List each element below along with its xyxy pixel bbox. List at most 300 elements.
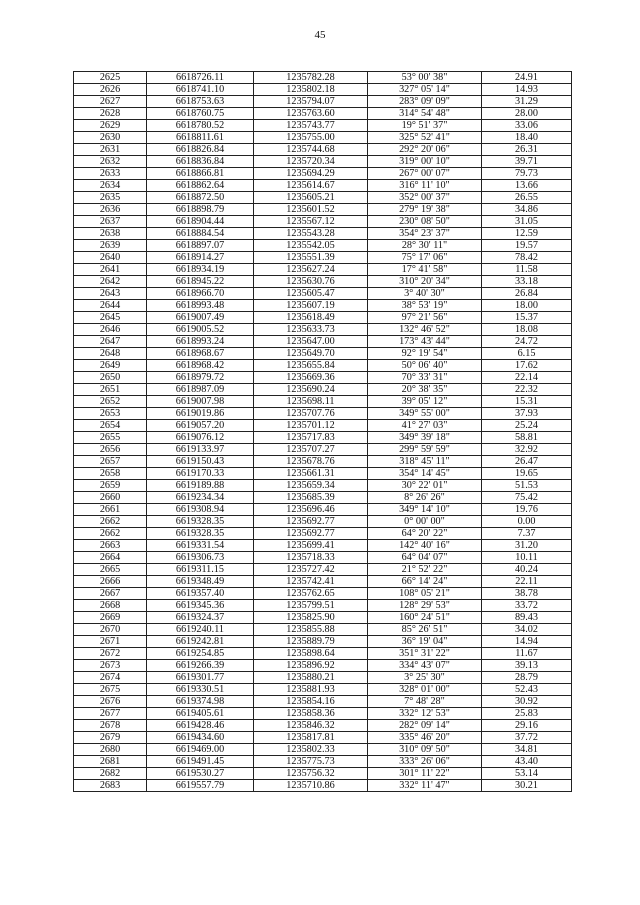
y-coordinate-cell: 1235742.41 (254, 576, 368, 588)
bearing-cell: 7° 48' 28" (368, 696, 482, 708)
table-row (74, 720, 572, 732)
bearing-cell: 50° 06' 40" (368, 360, 482, 372)
distance-cell: 31.29 (482, 96, 572, 108)
bearing-cell: 333° 26' 06" (368, 756, 482, 768)
x-coordinate-cell: 6618934.19 (147, 264, 254, 276)
distance-cell: 22.14 (482, 372, 572, 384)
table-row (74, 480, 572, 492)
table-row (74, 672, 572, 684)
x-coordinate-cell: 6619374.98 (147, 696, 254, 708)
y-coordinate-cell: 1235889.79 (254, 636, 368, 648)
distance-cell: 37.93 (482, 408, 572, 420)
y-coordinate-cell: 1235763.60 (254, 108, 368, 120)
distance-cell: 29.16 (482, 720, 572, 732)
point-number-cell: 2636 (74, 204, 147, 216)
point-number-cell: 2653 (74, 408, 147, 420)
point-number-cell: 2631 (74, 144, 147, 156)
x-coordinate-cell: 6619007.98 (147, 396, 254, 408)
y-coordinate-cell: 1235782.28 (254, 72, 368, 84)
bearing-cell: 19° 51' 37" (368, 120, 482, 132)
distance-cell: 26.47 (482, 456, 572, 468)
y-coordinate-cell: 1235685.39 (254, 492, 368, 504)
point-number-cell: 2664 (74, 552, 147, 564)
table-row (74, 120, 572, 132)
distance-cell: 11.67 (482, 648, 572, 660)
bearing-cell: 108° 05' 21" (368, 588, 482, 600)
x-coordinate-cell: 6618726.11 (147, 72, 254, 84)
point-number-cell: 2650 (74, 372, 147, 384)
x-coordinate-cell: 6619557.79 (147, 780, 254, 792)
y-coordinate-cell: 1235607.19 (254, 300, 368, 312)
table-row (74, 552, 572, 564)
table-row (74, 420, 572, 432)
table-row (74, 576, 572, 588)
x-coordinate-cell: 6618987.09 (147, 384, 254, 396)
table-row (74, 96, 572, 108)
point-number-cell: 2639 (74, 240, 147, 252)
distance-cell: 58.81 (482, 432, 572, 444)
y-coordinate-cell: 1235858.36 (254, 708, 368, 720)
bearing-cell: 0° 00' 00" (368, 516, 482, 528)
point-number-cell: 2658 (74, 468, 147, 480)
point-number-cell: 2625 (74, 72, 147, 84)
bearing-cell: 332° 11' 47" (368, 780, 482, 792)
distance-cell: 34.02 (482, 624, 572, 636)
point-number-cell: 2637 (74, 216, 147, 228)
y-coordinate-cell: 1235551.39 (254, 252, 368, 264)
x-coordinate-cell: 6618993.24 (147, 336, 254, 348)
point-number-cell: 2640 (74, 252, 147, 264)
y-coordinate-cell: 1235655.84 (254, 360, 368, 372)
table-row (74, 156, 572, 168)
point-number-cell: 2662 (74, 528, 147, 540)
distance-cell: 18.00 (482, 300, 572, 312)
distance-cell: 19.65 (482, 468, 572, 480)
y-coordinate-cell: 1235717.83 (254, 432, 368, 444)
point-number-cell: 2626 (74, 84, 147, 96)
table-row (74, 192, 572, 204)
x-coordinate-cell: 6619301.77 (147, 672, 254, 684)
x-coordinate-cell: 6618884.54 (147, 228, 254, 240)
y-coordinate-cell: 1235605.21 (254, 192, 368, 204)
x-coordinate-cell: 6619324.37 (147, 612, 254, 624)
point-number-cell: 2630 (74, 132, 147, 144)
table-row (74, 516, 572, 528)
y-coordinate-cell: 1235614.67 (254, 180, 368, 192)
bearing-cell: 39° 05' 12" (368, 396, 482, 408)
y-coordinate-cell: 1235567.12 (254, 216, 368, 228)
table-row (74, 348, 572, 360)
y-coordinate-cell: 1235854.16 (254, 696, 368, 708)
point-number-cell: 2633 (74, 168, 147, 180)
point-number-cell: 2669 (74, 612, 147, 624)
bearing-cell: 318° 45' 11" (368, 456, 482, 468)
point-number-cell: 2665 (74, 564, 147, 576)
bearing-cell: 64° 04' 07" (368, 552, 482, 564)
point-number-cell: 2635 (74, 192, 147, 204)
table-row (74, 408, 572, 420)
distance-cell: 38.78 (482, 588, 572, 600)
y-coordinate-cell: 1235698.11 (254, 396, 368, 408)
point-number-cell: 2643 (74, 288, 147, 300)
table-row (74, 468, 572, 480)
x-coordinate-cell: 6619240.11 (147, 624, 254, 636)
y-coordinate-cell: 1235601.52 (254, 204, 368, 216)
table-row (74, 108, 572, 120)
x-coordinate-cell: 6619434.60 (147, 732, 254, 744)
table-row (74, 84, 572, 96)
bearing-cell: 36° 19' 04" (368, 636, 482, 648)
bearing-cell: 20° 38' 35" (368, 384, 482, 396)
point-number-cell: 2647 (74, 336, 147, 348)
point-number-cell: 2654 (74, 420, 147, 432)
y-coordinate-cell: 1235802.33 (254, 744, 368, 756)
table-row (74, 492, 572, 504)
x-coordinate-cell: 6619150.43 (147, 456, 254, 468)
x-coordinate-cell: 6619234.34 (147, 492, 254, 504)
table-row (74, 444, 572, 456)
y-coordinate-cell: 1235775.73 (254, 756, 368, 768)
y-coordinate-cell: 1235701.12 (254, 420, 368, 432)
x-coordinate-cell: 6619331.54 (147, 540, 254, 552)
y-coordinate-cell: 1235649.70 (254, 348, 368, 360)
x-coordinate-cell: 6618897.07 (147, 240, 254, 252)
distance-cell: 89.43 (482, 612, 572, 624)
distance-cell: 78.42 (482, 252, 572, 264)
y-coordinate-cell: 1235647.00 (254, 336, 368, 348)
bearing-cell: 310° 09' 50" (368, 744, 482, 756)
point-number-cell: 2646 (74, 324, 147, 336)
distance-cell: 34.86 (482, 204, 572, 216)
table-row (74, 276, 572, 288)
y-coordinate-cell: 1235659.34 (254, 480, 368, 492)
point-number-cell: 2681 (74, 756, 147, 768)
distance-cell: 31.20 (482, 540, 572, 552)
distance-cell: 30.21 (482, 780, 572, 792)
distance-cell: 26.84 (482, 288, 572, 300)
point-number-cell: 2675 (74, 684, 147, 696)
table-row (74, 768, 572, 780)
table-row (74, 180, 572, 192)
bearing-cell: 142° 40' 16" (368, 540, 482, 552)
table-row (74, 360, 572, 372)
bearing-cell: 279° 19' 38" (368, 204, 482, 216)
bearing-cell: 328° 01' 00" (368, 684, 482, 696)
x-coordinate-cell: 6619357.40 (147, 588, 254, 600)
bearing-cell: 64° 20' 22" (368, 528, 482, 540)
distance-cell: 34.81 (482, 744, 572, 756)
distance-cell: 6.15 (482, 348, 572, 360)
table-row (74, 396, 572, 408)
distance-cell: 37.72 (482, 732, 572, 744)
x-coordinate-cell: 6619133.97 (147, 444, 254, 456)
y-coordinate-cell: 1235692.77 (254, 516, 368, 528)
distance-cell: 15.37 (482, 312, 572, 324)
x-coordinate-cell: 6618945.22 (147, 276, 254, 288)
point-number-cell: 2679 (74, 732, 147, 744)
bearing-cell: 70° 33' 31" (368, 372, 482, 384)
x-coordinate-cell: 6619469.00 (147, 744, 254, 756)
x-coordinate-cell: 6619348.49 (147, 576, 254, 588)
x-coordinate-cell: 6619491.45 (147, 756, 254, 768)
distance-cell: 26.55 (482, 192, 572, 204)
bearing-cell: 128° 29' 53" (368, 600, 482, 612)
x-coordinate-cell: 6619057.20 (147, 420, 254, 432)
point-number-cell: 2671 (74, 636, 147, 648)
distance-cell: 32.92 (482, 444, 572, 456)
distance-cell: 22.32 (482, 384, 572, 396)
table-row (74, 756, 572, 768)
bearing-cell: 325° 52' 41" (368, 132, 482, 144)
bearing-cell: 21° 52' 22" (368, 564, 482, 576)
x-coordinate-cell: 6619328.35 (147, 528, 254, 540)
table-row (74, 564, 572, 576)
distance-cell: 28.00 (482, 108, 572, 120)
bearing-cell: 349° 39' 18" (368, 432, 482, 444)
bearing-cell: 354° 14' 45" (368, 468, 482, 480)
point-number-cell: 2670 (74, 624, 147, 636)
distance-cell: 40.24 (482, 564, 572, 576)
y-coordinate-cell: 1235669.36 (254, 372, 368, 384)
y-coordinate-cell: 1235633.73 (254, 324, 368, 336)
x-coordinate-cell: 6618979.72 (147, 372, 254, 384)
y-coordinate-cell: 1235710.86 (254, 780, 368, 792)
x-coordinate-cell: 6619019.86 (147, 408, 254, 420)
x-coordinate-cell: 6618780.52 (147, 120, 254, 132)
table-row (74, 132, 572, 144)
table-row (74, 432, 572, 444)
point-number-cell: 2674 (74, 672, 147, 684)
point-number-cell: 2667 (74, 588, 147, 600)
bearing-cell: 160° 24' 51" (368, 612, 482, 624)
y-coordinate-cell: 1235718.33 (254, 552, 368, 564)
table-row (74, 696, 572, 708)
table-row (74, 624, 572, 636)
distance-cell: 43.40 (482, 756, 572, 768)
y-coordinate-cell: 1235707.76 (254, 408, 368, 420)
distance-cell: 31.05 (482, 216, 572, 228)
y-coordinate-cell: 1235627.24 (254, 264, 368, 276)
x-coordinate-cell: 6619266.39 (147, 660, 254, 672)
table-row (74, 216, 572, 228)
table-row (74, 456, 572, 468)
x-coordinate-cell: 6618753.63 (147, 96, 254, 108)
table-row (74, 384, 572, 396)
point-number-cell: 2680 (74, 744, 147, 756)
y-coordinate-cell: 1235707.27 (254, 444, 368, 456)
point-number-cell: 2648 (74, 348, 147, 360)
table-row (74, 684, 572, 696)
x-coordinate-cell: 6619254.85 (147, 648, 254, 660)
distance-cell: 79.73 (482, 168, 572, 180)
bearing-cell: 314° 54' 48" (368, 108, 482, 120)
bearing-cell: 267° 00' 07" (368, 168, 482, 180)
bearing-cell: 283° 09' 09" (368, 96, 482, 108)
bearing-cell: 92° 19' 54" (368, 348, 482, 360)
point-number-cell: 2661 (74, 504, 147, 516)
bearing-cell: 351° 31' 22" (368, 648, 482, 660)
x-coordinate-cell: 6619428.46 (147, 720, 254, 732)
point-number-cell: 2678 (74, 720, 147, 732)
bearing-cell: 327° 05' 14" (368, 84, 482, 96)
x-coordinate-cell: 6619170.33 (147, 468, 254, 480)
table-row (74, 288, 572, 300)
y-coordinate-cell: 1235825.90 (254, 612, 368, 624)
y-coordinate-cell: 1235880.21 (254, 672, 368, 684)
bearing-cell: 334° 43' 07" (368, 660, 482, 672)
point-number-cell: 2638 (74, 228, 147, 240)
y-coordinate-cell: 1235802.18 (254, 84, 368, 96)
y-coordinate-cell: 1235543.28 (254, 228, 368, 240)
page-number: 45 (314, 29, 326, 41)
table-row (74, 312, 572, 324)
y-coordinate-cell: 1235630.76 (254, 276, 368, 288)
distance-cell: 53.14 (482, 768, 572, 780)
table-row (74, 252, 572, 264)
distance-cell: 52.43 (482, 684, 572, 696)
y-coordinate-cell: 1235794.07 (254, 96, 368, 108)
x-coordinate-cell: 6618866.81 (147, 168, 254, 180)
y-coordinate-cell: 1235694.29 (254, 168, 368, 180)
distance-cell: 24.72 (482, 336, 572, 348)
bearing-cell: 352° 00' 37" (368, 192, 482, 204)
distance-cell: 14.94 (482, 636, 572, 648)
y-coordinate-cell: 1235896.92 (254, 660, 368, 672)
coordinates-table (73, 71, 572, 792)
x-coordinate-cell: 6618904.44 (147, 216, 254, 228)
table-row (74, 72, 572, 84)
distance-cell: 14.93 (482, 84, 572, 96)
y-coordinate-cell: 1235678.76 (254, 456, 368, 468)
distance-cell: 39.71 (482, 156, 572, 168)
table-row (74, 228, 572, 240)
table-row (74, 588, 572, 600)
bearing-cell: 17° 41' 58" (368, 264, 482, 276)
point-number-cell: 2656 (74, 444, 147, 456)
x-coordinate-cell: 6619007.49 (147, 312, 254, 324)
table-row (74, 324, 572, 336)
table-row (74, 336, 572, 348)
point-number-cell: 2663 (74, 540, 147, 552)
y-coordinate-cell: 1235743.77 (254, 120, 368, 132)
point-number-cell: 2649 (74, 360, 147, 372)
y-coordinate-cell: 1235762.65 (254, 588, 368, 600)
bearing-cell: 38° 53' 19" (368, 300, 482, 312)
bearing-cell: 319° 00' 10" (368, 156, 482, 168)
bearing-cell: 292° 20' 06" (368, 144, 482, 156)
table-row (74, 504, 572, 516)
point-number-cell: 2683 (74, 780, 147, 792)
x-coordinate-cell: 6618968.67 (147, 348, 254, 360)
x-coordinate-cell: 6618862.64 (147, 180, 254, 192)
table-row (74, 732, 572, 744)
x-coordinate-cell: 6619311.15 (147, 564, 254, 576)
point-number-cell: 2682 (74, 768, 147, 780)
y-coordinate-cell: 1235898.64 (254, 648, 368, 660)
point-number-cell: 2629 (74, 120, 147, 132)
distance-cell: 39.13 (482, 660, 572, 672)
table-row (74, 372, 572, 384)
bearing-cell: 8° 26' 26" (368, 492, 482, 504)
bearing-cell: 66° 14' 24" (368, 576, 482, 588)
bearing-cell: 30° 22' 01" (368, 480, 482, 492)
point-number-cell: 2676 (74, 696, 147, 708)
distance-cell: 24.91 (482, 72, 572, 84)
y-coordinate-cell: 1235756.32 (254, 768, 368, 780)
distance-cell: 30.92 (482, 696, 572, 708)
distance-cell: 19.76 (482, 504, 572, 516)
bearing-cell: 132° 46' 52" (368, 324, 482, 336)
bearing-cell: 349° 14' 10" (368, 504, 482, 516)
point-number-cell: 2655 (74, 432, 147, 444)
x-coordinate-cell: 6618872.50 (147, 192, 254, 204)
point-number-cell: 2651 (74, 384, 147, 396)
bearing-cell: 85° 26' 51" (368, 624, 482, 636)
table-row (74, 780, 572, 792)
distance-cell: 25.83 (482, 708, 572, 720)
y-coordinate-cell: 1235696.46 (254, 504, 368, 516)
point-number-cell: 2628 (74, 108, 147, 120)
x-coordinate-cell: 6619330.51 (147, 684, 254, 696)
y-coordinate-cell: 1235817.81 (254, 732, 368, 744)
distance-cell: 33.72 (482, 600, 572, 612)
table-row (74, 540, 572, 552)
table-row (74, 660, 572, 672)
x-coordinate-cell: 6619345.36 (147, 600, 254, 612)
point-number-cell: 2652 (74, 396, 147, 408)
bearing-cell: 282° 09' 14" (368, 720, 482, 732)
point-number-cell: 2660 (74, 492, 147, 504)
x-coordinate-cell: 6618914.27 (147, 252, 254, 264)
table-row (74, 600, 572, 612)
bearing-cell: 41° 27' 03" (368, 420, 482, 432)
x-coordinate-cell: 6618898.79 (147, 204, 254, 216)
table-row (74, 168, 572, 180)
distance-cell: 51.53 (482, 480, 572, 492)
point-number-cell: 2666 (74, 576, 147, 588)
bearing-cell: 3° 25' 30" (368, 672, 482, 684)
table-row (74, 636, 572, 648)
bearing-cell: 299° 59' 59" (368, 444, 482, 456)
point-number-cell: 2657 (74, 456, 147, 468)
distance-cell: 22.11 (482, 576, 572, 588)
distance-cell: 25.24 (482, 420, 572, 432)
point-number-cell: 2632 (74, 156, 147, 168)
point-number-cell: 2642 (74, 276, 147, 288)
distance-cell: 19.57 (482, 240, 572, 252)
x-coordinate-cell: 6618826.84 (147, 144, 254, 156)
y-coordinate-cell: 1235755.00 (254, 132, 368, 144)
y-coordinate-cell: 1235605.47 (254, 288, 368, 300)
x-coordinate-cell: 6619242.81 (147, 636, 254, 648)
point-number-cell: 2659 (74, 480, 147, 492)
distance-cell: 33.18 (482, 276, 572, 288)
x-coordinate-cell: 6618968.42 (147, 360, 254, 372)
x-coordinate-cell: 6618836.84 (147, 156, 254, 168)
point-number-cell: 2673 (74, 660, 147, 672)
table-row (74, 240, 572, 252)
table-row (74, 264, 572, 276)
table-row (74, 612, 572, 624)
y-coordinate-cell: 1235744.68 (254, 144, 368, 156)
distance-cell: 18.08 (482, 324, 572, 336)
table-row (74, 648, 572, 660)
table-row (74, 744, 572, 756)
table-row (74, 144, 572, 156)
point-number-cell: 2668 (74, 600, 147, 612)
y-coordinate-cell: 1235692.77 (254, 528, 368, 540)
point-number-cell: 2641 (74, 264, 147, 276)
